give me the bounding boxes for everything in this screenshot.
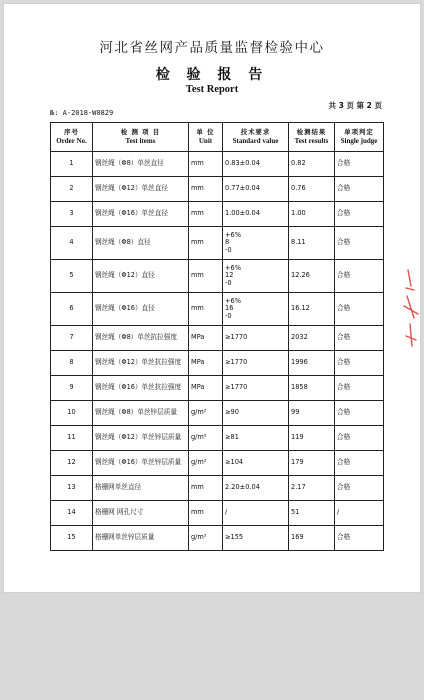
judge-cell: 合格 — [335, 401, 384, 426]
order-no-cell: 6 — [51, 293, 93, 326]
unit-cell: mm — [189, 501, 223, 526]
unit-cell: mm — [189, 260, 223, 293]
test-result-cell: 8.11 — [289, 227, 335, 260]
test-item-cell: 钢丝绳（Φ16）单丝直径 — [93, 202, 189, 227]
standard-value-cell — [223, 202, 289, 227]
table-row — [51, 476, 384, 501]
unit-cell: g/m² — [189, 526, 223, 551]
standard-value-line: 0.77±0.04 — [225, 184, 260, 193]
standard-value-cell — [223, 426, 289, 451]
report-number: №: A-2018-W0829 — [50, 109, 114, 117]
test-item-cell: 钢丝绳（Φ12）单丝直径 — [93, 177, 189, 202]
standard-value-cell — [223, 227, 289, 260]
col-test-results: 检测结果 Test results — [289, 123, 335, 152]
table-row — [51, 501, 384, 526]
judge-cell: 合格 — [335, 202, 384, 227]
table-row — [51, 293, 384, 326]
judge-cell: 合格 — [335, 227, 384, 260]
table-row — [51, 426, 384, 451]
test-item-cell: 钢丝绳（Φ8）单丝直径 — [93, 152, 189, 177]
judge-cell: / — [335, 501, 384, 526]
order-no-cell: 4 — [51, 227, 93, 260]
judge-cell: 合格 — [335, 152, 384, 177]
col-test-items: 检 测 项 目 Test items — [93, 123, 189, 152]
order-no-cell: 1 — [51, 152, 93, 177]
test-result-cell: 0.82 — [289, 152, 335, 177]
unit-cell: mm — [189, 152, 223, 177]
order-no-cell: 15 — [51, 526, 93, 551]
test-item-cell: 格栅网单丝直径 — [93, 476, 189, 501]
unit-cell: g/m² — [189, 426, 223, 451]
unit-cell: mm — [189, 202, 223, 227]
test-item-cell: 钢丝绳（Φ12）单丝抗拉强度 — [93, 351, 189, 376]
unit-cell: g/m² — [189, 401, 223, 426]
table-header-row — [51, 123, 384, 152]
standard-value-cell — [223, 177, 289, 202]
standard-value-line: +6% — [225, 296, 241, 305]
standard-value-line: ≥90 — [225, 408, 239, 417]
judge-cell: 合格 — [335, 326, 384, 351]
test-result-cell: 16.12 — [289, 293, 335, 326]
standard-value-cell — [223, 451, 289, 476]
test-result-cell: 119 — [289, 426, 335, 451]
unit-cell: mm — [189, 177, 223, 202]
test-result-cell: 2032 — [289, 326, 335, 351]
table-row — [51, 177, 384, 202]
standard-value-line: ≥155 — [225, 533, 244, 542]
standard-value-line: ≥1770 — [225, 333, 248, 342]
standard-value-cell — [223, 501, 289, 526]
standard-value-line: +6% — [225, 230, 241, 239]
table-row — [51, 451, 384, 476]
standard-value-cell — [223, 351, 289, 376]
unit-cell: mm — [189, 476, 223, 501]
test-item-cell: 钢丝绳（Φ8）单丝锌层质量 — [93, 401, 189, 426]
test-item-cell: 钢丝绳（Φ8）单丝抗拉强度 — [93, 326, 189, 351]
standard-value-cell — [223, 526, 289, 551]
standard-value-line: ≥104 — [225, 458, 244, 467]
standard-value-line: 16 — [225, 304, 234, 313]
standard-value-line: 2.20±0.04 — [225, 483, 260, 492]
col-unit: 单 位 Unit — [189, 123, 223, 152]
test-result-cell: 0.76 — [289, 177, 335, 202]
standard-value-cell — [223, 401, 289, 426]
standard-value-cell — [223, 476, 289, 501]
standard-value-line: 8 — [225, 238, 230, 247]
standard-value-line: 1.00±0.04 — [225, 209, 260, 218]
judge-cell: 合格 — [335, 260, 384, 293]
test-item-cell: 钢丝绳（Φ12）单丝锌层质量 — [93, 426, 189, 451]
unit-cell: MPa — [189, 351, 223, 376]
report-title: 检 验 报 告 — [155, 67, 269, 83]
test-item-cell: 钢丝绳（Φ16）单丝抗拉强度 — [93, 376, 189, 401]
standard-value-line: -0 — [225, 278, 232, 287]
col-order-no: 序号 Order No. — [51, 123, 93, 152]
test-result-cell: 169 — [289, 526, 335, 551]
unit-cell: g/m² — [189, 451, 223, 476]
standard-value-cell — [223, 326, 289, 351]
order-no-cell: 2 — [51, 177, 93, 202]
test-result-cell: 12.26 — [289, 260, 335, 293]
table-row — [51, 260, 384, 293]
report-page — [4, 4, 420, 592]
col-standard-value: 技术要求 Standard value — [223, 123, 289, 152]
test-result-cell: 1858 — [289, 376, 335, 401]
standard-value-line: ≥1770 — [225, 358, 248, 367]
order-no-cell: 11 — [51, 426, 93, 451]
test-item-cell: 格栅网单丝锌层质量 — [93, 526, 189, 551]
test-result-cell: 99 — [289, 401, 335, 426]
report-title-en: Test Report — [185, 84, 239, 95]
standard-value-line: ≥81 — [225, 433, 239, 442]
organization-title: 河北省丝网产品质量监督检验中心 — [99, 40, 325, 56]
table-row — [51, 401, 384, 426]
order-no-cell: 3 — [51, 202, 93, 227]
judge-cell: 合格 — [335, 351, 384, 376]
order-no-cell: 13 — [51, 476, 93, 501]
judge-cell: 合格 — [335, 376, 384, 401]
standard-value-line: +6% — [225, 263, 241, 272]
test-item-cell: 格栅网 网孔尺寸 — [93, 501, 189, 526]
order-no-cell: 8 — [51, 351, 93, 376]
table-row — [51, 202, 384, 227]
unit-cell: mm — [189, 227, 223, 260]
judge-cell: 合格 — [335, 476, 384, 501]
table-row — [51, 227, 384, 260]
standard-value-line: -0 — [225, 245, 232, 254]
test-result-cell: 179 — [289, 451, 335, 476]
judge-cell: 合格 — [335, 526, 384, 551]
unit-cell: MPa — [189, 376, 223, 401]
standard-value-line: 0.83±0.04 — [225, 159, 260, 168]
order-no-cell: 12 — [51, 451, 93, 476]
judge-cell: 合格 — [335, 426, 384, 451]
test-result-cell: 51 — [289, 501, 335, 526]
col-single-judge: 单项判定 Single judge — [335, 123, 384, 152]
judge-cell: 合格 — [335, 451, 384, 476]
test-item-cell: 钢丝绳（Φ12）直径 — [93, 260, 189, 293]
standard-value-cell — [223, 293, 289, 326]
table-row — [51, 326, 384, 351]
standard-value-cell — [223, 376, 289, 401]
page-indicator: 共 3 页 第 2 页 — [328, 101, 382, 110]
standard-value-cell — [223, 260, 289, 293]
unit-cell: mm — [189, 293, 223, 326]
standard-value-line: ≥1770 — [225, 383, 248, 392]
order-no-cell: 10 — [51, 401, 93, 426]
test-result-cell: 2.17 — [289, 476, 335, 501]
table-row — [51, 376, 384, 401]
order-no-cell: 7 — [51, 326, 93, 351]
judge-cell: 合格 — [335, 293, 384, 326]
test-result-cell: 1996 — [289, 351, 335, 376]
standard-value-line: 12 — [225, 271, 234, 280]
table-row — [51, 152, 384, 177]
standard-value-cell — [223, 152, 289, 177]
unit-cell: MPa — [189, 326, 223, 351]
standard-value-line: / — [225, 508, 228, 517]
test-result-cell: 1.00 — [289, 202, 335, 227]
test-item-cell: 钢丝绳（Φ16）单丝锌层质量 — [93, 451, 189, 476]
test-results-table — [50, 122, 384, 551]
table-row — [51, 526, 384, 551]
table-row — [51, 351, 384, 376]
judge-cell: 合格 — [335, 177, 384, 202]
order-no-cell: 5 — [51, 260, 93, 293]
red-stamp-mark — [402, 266, 420, 356]
test-item-cell: 钢丝绳（Φ16）直径 — [93, 293, 189, 326]
standard-value-line: -0 — [225, 311, 232, 320]
order-no-cell: 9 — [51, 376, 93, 401]
test-item-cell: 钢丝绳（Φ8）直径 — [93, 227, 189, 260]
order-no-cell: 14 — [51, 501, 93, 526]
